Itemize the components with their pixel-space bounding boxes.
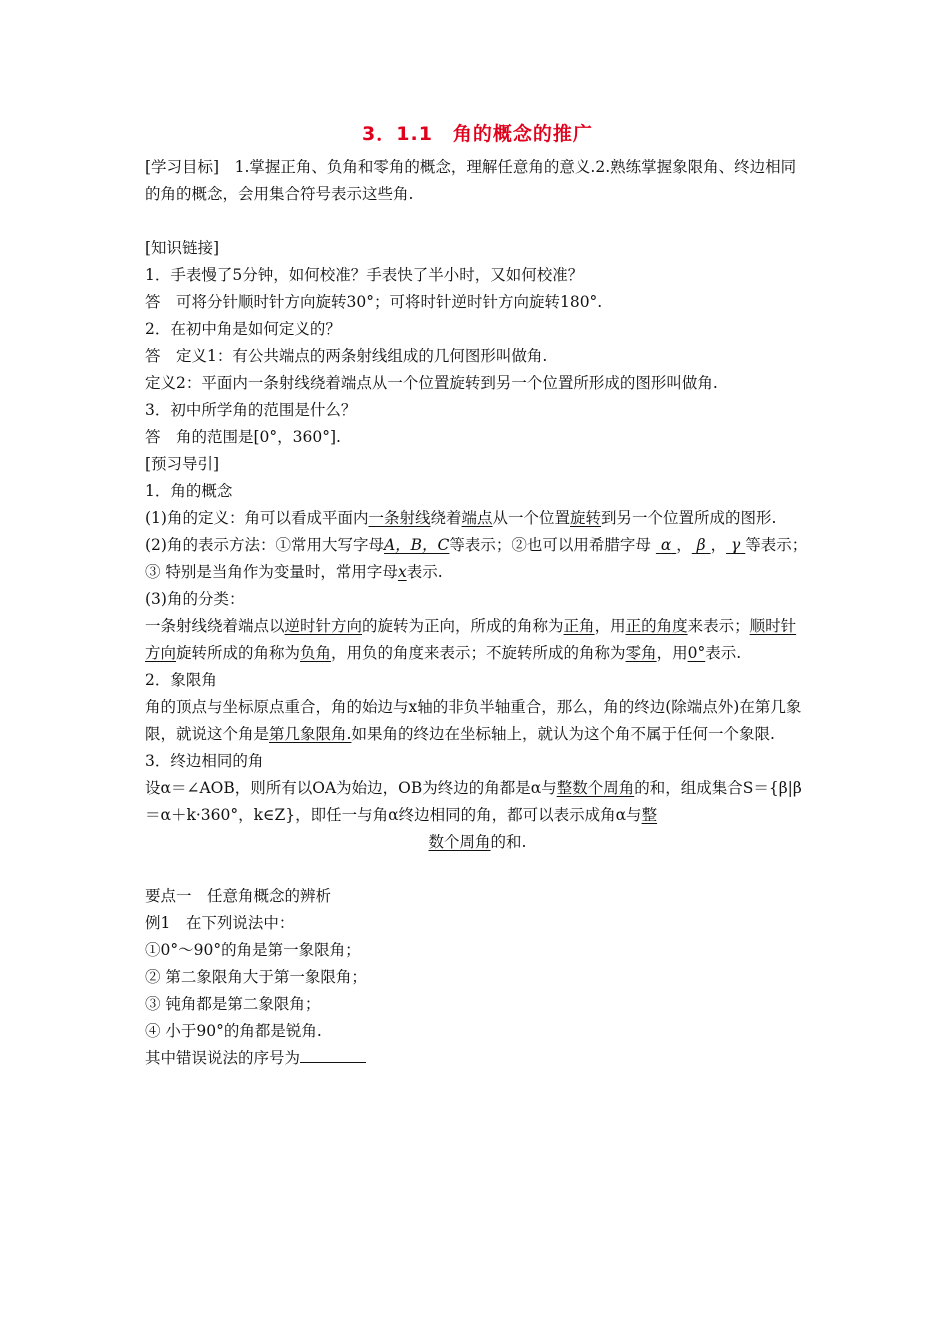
knowledge-line: 答 可将分针顺时针方向旋转30°；可将时针逆时针方向旋转180°. bbox=[145, 293, 603, 311]
fill-answer: β bbox=[696, 536, 706, 554]
knowledge-line: 定义2：平面内一条射线绕着端点从一个位置旋转到另一个位置所形成的图形叫做角. bbox=[145, 374, 718, 392]
document-page bbox=[145, 118, 810, 1072]
fill-answer: 0° bbox=[687, 644, 706, 662]
fill-answer: 一条射线 bbox=[368, 509, 431, 527]
fill-answer: 端点 bbox=[461, 509, 493, 527]
fill-answer: 正的角度 bbox=[625, 617, 688, 635]
example-item: ③ 钝角都是第二象限角； bbox=[145, 995, 321, 1013]
fill-answer: 第几象限角. bbox=[269, 725, 352, 743]
fill-answer: 负角 bbox=[300, 644, 332, 662]
learning-objectives bbox=[145, 154, 810, 208]
fill-answer: 逆时针方向 bbox=[284, 617, 363, 635]
angle-variable: ③ 特别是当角作为变量时，常用字母x表示. bbox=[145, 563, 443, 581]
example-item: ② 第二象限角大于第一象限角； bbox=[145, 968, 367, 986]
coterminal-definition-end: 数个周角的和. bbox=[428, 833, 527, 851]
fill-answer: α bbox=[660, 536, 672, 554]
section-heading: 3．终边相同的角 bbox=[145, 752, 264, 770]
example-item: ①0°～90°的角是第一象限角； bbox=[145, 941, 361, 959]
knowledge-line: 3．初中所学角的范围是什么？ bbox=[145, 401, 357, 419]
fill-answer: 旋转 bbox=[570, 509, 602, 527]
key-point-heading: 要点一 任意角概念的辨析 bbox=[145, 887, 332, 905]
fill-answer: 数个周角 bbox=[428, 833, 491, 851]
section-heading: 2．象限角 bbox=[145, 671, 217, 689]
example-heading: 例1 在下列说法中： bbox=[145, 914, 295, 932]
fill-answer: x bbox=[397, 563, 407, 581]
answer-blank[interactable] bbox=[300, 1048, 366, 1063]
fill-answer: 正角 bbox=[563, 617, 595, 635]
objectives-tag: [学习目标] bbox=[145, 158, 220, 176]
fill-answer: A，B，C bbox=[383, 536, 450, 554]
fill-answer: 顺时针方向 bbox=[145, 617, 797, 662]
angle-representation: (2)角的表示方法：①常用大写字母A，B，C等表示；②也可以用希腊字母 α ， β ， γ 等表示； bbox=[145, 536, 808, 554]
fill-answer: 整数个周角 bbox=[556, 779, 635, 797]
example-item: ④ 小于90°的角都是锐角. bbox=[145, 1022, 322, 1040]
coterminal-definition: 设α＝∠AOB，则所有以OA为始边，OB为终边的角都是α与整数个周角的和，组成集合S＝{β|β＝α＋k·360°，k∈Z}，即任一与角α终边相同的角，都可以表示成角α与整 bbox=[145, 779, 802, 824]
quadrant-definition: 角的顶点与坐标原点重合，角的始边与x轴的非负半轴重合，那么，角的终边(除端点外)在第几象限，就说这个角是第几象限角.如果角的终边在坐标轴上，就认为这个角不属于任何一个象限. bbox=[145, 698, 802, 743]
fill-answer: γ bbox=[731, 536, 741, 554]
section-heading: 1．角的概念 bbox=[145, 482, 233, 500]
objectives-text: 1.掌握正角、负角和零角的概念，理解任意角的意义.2.熟练掌握象限角、终边相同的角的概念，会用集合符号表示这些角. bbox=[145, 158, 797, 203]
knowledge-line: 2．在初中角是如何定义的？ bbox=[145, 320, 341, 338]
preview-tag: [预习导引] bbox=[145, 455, 220, 473]
page-title: 3．1.1 角的概念的推广 bbox=[362, 123, 593, 145]
knowledge-line: 答 定义1：有公共端点的两条射线组成的几何图形叫做角. bbox=[145, 347, 548, 365]
knowledge-line: 答 角的范围是[0°，360°]. bbox=[145, 428, 341, 446]
example-question: 其中错误说法的序号为 bbox=[145, 1045, 810, 1072]
fill-answer: 整 bbox=[641, 806, 658, 824]
fill-answer: 零角 bbox=[625, 644, 657, 662]
knowledge-line: 1．手表慢了5分钟，如何校准？手表快了半小时，又如何校准？ bbox=[145, 266, 584, 284]
classification-heading: (3)角的分类： bbox=[145, 590, 245, 608]
angle-definition: (1)角的定义：角可以看成平面内一条射线绕着端点从一个位置旋转到另一个位置所成的图形. bbox=[145, 509, 777, 527]
knowledge-link-tag: [知识链接] bbox=[145, 239, 220, 257]
angle-classification: 一条射线绕着端点以逆时针方向的旋转为正向，所成的角称为正角，用正的角度来表示；顺时针方向旋转所成的角称为负角，用负的角度来表示；不旋转所成的角称为零角，用0°表示. bbox=[145, 617, 797, 662]
